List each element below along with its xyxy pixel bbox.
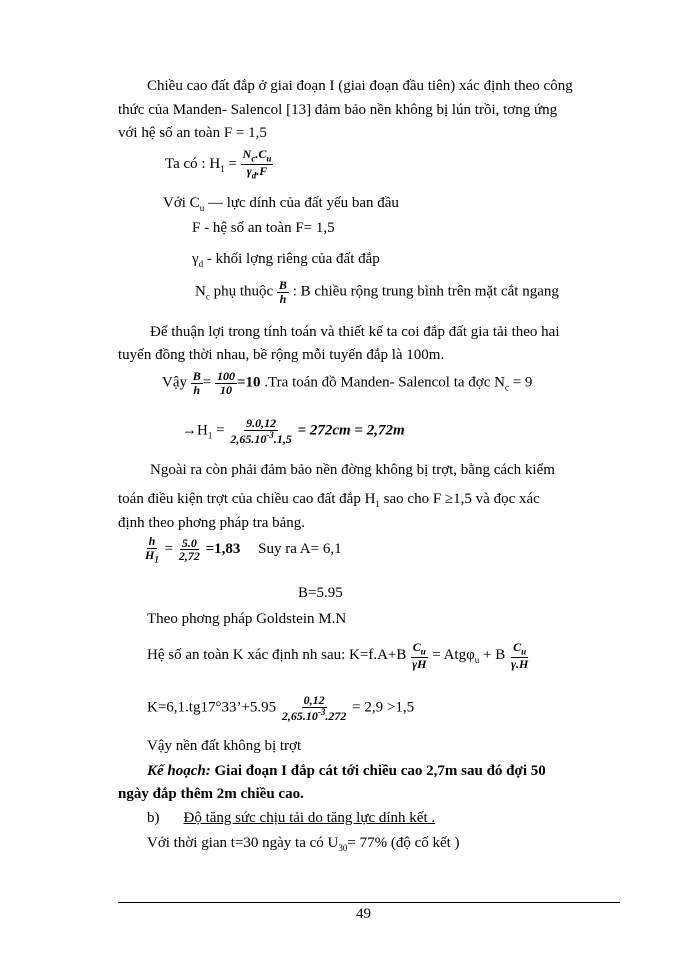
para3-line3: định theo phơng pháp tra bảng.: [118, 515, 306, 531]
para3-line1: Ngoài ra còn phải đảm bảo nền đờng không bị trợt, bằng cách kiểm: [150, 462, 555, 478]
item-b: b) Độ tăng sức chịu tải do tăng lực dính kết .: [147, 810, 436, 826]
para1-line1: Chiều cao đất đắp ở giai đoạn I (giai đoạn đầu tiên) xác định theo công: [147, 78, 573, 94]
para2-line1: Để thuận lợi trong tính toán và thiết kế ta coi đắp đất gia tải theo hai: [150, 324, 560, 340]
para3-line2: toán điều kiện trợt của chiều cao đất đắp $H_1$ sao cho F ≥1,5 và đọc xác: [118, 491, 540, 509]
last-line: Với thời gian t=30 ngày ta có $U_{30}= 77\%$ (độ cố kết ): [147, 835, 460, 853]
k-result: K=6,1.tg17°33’+5.95 $\frac{0,12}{2,65.10^{-3}.272}$ = 2,9 >1,5: [147, 693, 415, 723]
b-value: B=5.95: [298, 585, 343, 601]
para1-line2: thức của Manden- Salencol [13] đảm bảo nền không bị lún trồi, tơng ứng: [118, 102, 558, 118]
plan-line2: ngày đắp thêm 2m chiều cao.: [118, 786, 304, 802]
h1-result: $\to H_1$ = $\frac{9.0,12}{2,65.10^{-3}.1,5}$ = 272cm = 2,72m: [182, 416, 405, 446]
vay-formula: Vậy $\frac{B}{h}$ = $\frac{100}{10}$ =10 .Tra toán đồ Manden- Salencol ta đợc $N_c = 9$: [162, 369, 533, 397]
para2-line2: tuyến đồng thời nhau, bề rộng mỗi tuyến đắp là 100m.: [118, 347, 445, 363]
page-number: 49: [356, 906, 371, 922]
def-gamma: $\gamma_d$ - khối lợng riêng của đất đắp: [192, 251, 380, 269]
goldstein-line: Theo phơng pháp Goldstein M.N: [147, 611, 347, 627]
def-cu: Với $C_u$ — lực dính của đất yếu ban đầu: [163, 195, 399, 213]
def-nc: $N_c$ phụ thuộc $\frac{B}{h}$ : B chiều rộng trung bình trên mặt cắt ngang: [195, 278, 559, 306]
footer-rule: [118, 902, 620, 903]
def-f: F - hệ số an toàn F= 1,5: [192, 220, 335, 236]
k-formula-def: Hệ số an toàn K xác định nh sau: K=f.A+B $\frac{C_u}{\gamma H}$ = Atgφ$_u$ + B $\frac{C_u}{\gamma.H}$: [147, 640, 529, 671]
formula-h1: Ta có : $H_1$ = $\frac{N_c.C_u}{\gamma_d.F}$: [165, 147, 272, 181]
para1-line3: với hệ số an toàn F = 1,5: [118, 125, 267, 141]
hH-formula: $\frac{h}{H_1}$ = $\frac{5.0}{2,72}$ =1,83 Suy ra A= 6,1: [145, 534, 342, 564]
conclusion-line: Vậy nền đất không bị trợt: [147, 738, 302, 754]
plan-line1: Kế hoạch: Giai đoạn I đắp cát tới chiều cao 2,7m sau đó đợi 50: [147, 763, 546, 779]
